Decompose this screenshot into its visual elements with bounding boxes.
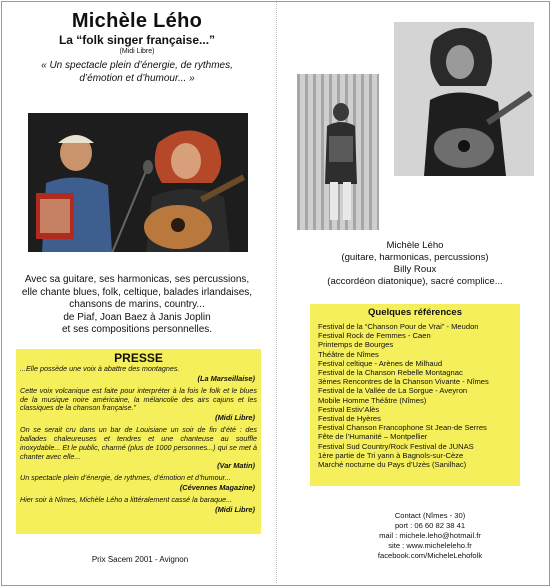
references-list bbox=[310, 322, 520, 469]
reference-item: Festival de la “Chanson Pour de Vrai” - Meudon bbox=[318, 322, 479, 331]
intro-line: elle chante blues, folk, celtique, balades irlandaises, bbox=[21, 286, 253, 298]
press-quote-line: d’émotion et d’humour... » bbox=[79, 73, 195, 84]
contact-facebook: facebook.com/MicheleLehofolk bbox=[377, 551, 483, 560]
press-heading: PRESSE bbox=[114, 351, 163, 365]
accordion-player-photo bbox=[297, 74, 379, 230]
reference-item: Festival Sud Country/Rock Festival de JUNAS bbox=[318, 441, 474, 451]
credit-line: (guitare, harmonicas, percussions) bbox=[341, 252, 489, 263]
contact-block bbox=[330, 511, 530, 561]
reference-item: Festival Rock de Femmes - Caen bbox=[318, 331, 431, 341]
press-item-text: Cette voix volcanique est faite pour interpréter à la fois le folk et le blues de la musique noire américaine, la mélancolie des airs cajuns et les classiques de la chanson française.” bbox=[20, 385, 257, 413]
reference-item: Festival Chanson Francophone St Jean-de Serres bbox=[318, 423, 487, 433]
press-quote bbox=[6, 59, 268, 85]
tagline-source: (Midi Libre) bbox=[119, 48, 155, 55]
press-item-text: Un spectacle plein d’énergie, de rythmes, d’émotion et d’humour... bbox=[20, 473, 231, 483]
contact-heading: Contact (Nîmes - 30) bbox=[394, 511, 466, 520]
press-box bbox=[16, 349, 261, 534]
reference-item: Festival celtique - Arènes de Milhaud bbox=[318, 358, 443, 368]
reference-item: Festival de la Vallée de La Sorgue - Aveyron bbox=[318, 386, 468, 396]
reference-item: Marché nocturne du Pays d’Uzès (Sanilhac) bbox=[318, 460, 467, 470]
intro-line: et ses compositions personnelles. bbox=[61, 324, 213, 336]
references-heading: Quelques références bbox=[368, 307, 462, 318]
left-panel bbox=[6, 4, 268, 85]
artist-name: Michèle Lého bbox=[71, 10, 203, 32]
reference-item: Fête de l’Humanité – Montpellier bbox=[318, 432, 428, 442]
guitar-singer-photo bbox=[394, 22, 534, 176]
press-item-source: (Midi Libre) bbox=[215, 413, 255, 423]
award-text: Prix Sacem 2001 - Avignon bbox=[91, 555, 189, 564]
credit-line: Billy Roux bbox=[393, 264, 437, 275]
press-item-source: (Cévennes Magazine) bbox=[179, 483, 255, 493]
reference-item: Festival de la Chanson Rebelle Montagnac bbox=[318, 368, 463, 378]
reference-item: Printemps de Bourges bbox=[318, 340, 394, 350]
reference-item: 1ère partie de Tri yann à Bagnols-sur-Cèze bbox=[318, 450, 464, 460]
intro-text bbox=[6, 274, 268, 337]
press-item-text: Hier soir à Nîmes, Michèle Lého a littéralement cassé la baraque... bbox=[20, 495, 233, 505]
credit-line: (accordéon diatonique), sacré complice... bbox=[327, 276, 503, 287]
press-item-text: On se serait cru dans un bar de Louisiane un soir de fin d’été : des ballades chaleureuses et tendres et une chanteuse au souffle inoxydable... Et le public, charmé (plus de 1000 personnes...) qui se met à chanter avec elle... bbox=[20, 425, 257, 461]
press-item-source: (Var Matin) bbox=[217, 461, 255, 471]
contact-website: site : www.micheleleho.fr bbox=[388, 541, 472, 550]
intro-line: Avec sa guitare, ses harmonicas, ses percussions, bbox=[24, 274, 250, 285]
press-item-text: ...Elle possède une voix à abattre des montagnes. bbox=[20, 364, 180, 373]
musicians-credits bbox=[290, 240, 540, 288]
contact-phone: port : 06 60 82 38 41 bbox=[394, 521, 466, 530]
tagline: La “folk singer française...” bbox=[58, 33, 216, 47]
fold-line bbox=[276, 2, 277, 583]
intro-line: chansons de marins, country... bbox=[69, 299, 205, 311]
press-quote-line: « Un spectacle plein d’énergie, de rythmes, bbox=[41, 60, 233, 71]
press-item-source: (La Marseillaise) bbox=[197, 373, 255, 383]
intro-line: de Piaf, Joan Baez à Janis Joplin bbox=[63, 311, 211, 323]
reference-item: Théâtre de Nîmes bbox=[318, 349, 379, 359]
press-item-source: (Midi Libre) bbox=[215, 504, 255, 514]
reference-item: Mobile Homme Théâtre (Nîmes) bbox=[318, 395, 427, 405]
reference-item: 3èmes Rencontres de la Chanson Vivante - Nîmes bbox=[318, 377, 489, 387]
duo-photo bbox=[28, 113, 248, 252]
reference-item: Festival de Hyères bbox=[318, 414, 381, 424]
contact-email: mail : michele.leho@hotmail.fr bbox=[379, 531, 481, 540]
reference-item: Festival Estiv’Alès bbox=[318, 404, 380, 414]
references-box bbox=[310, 304, 520, 486]
credit-line: Michèle Lého bbox=[386, 240, 444, 251]
